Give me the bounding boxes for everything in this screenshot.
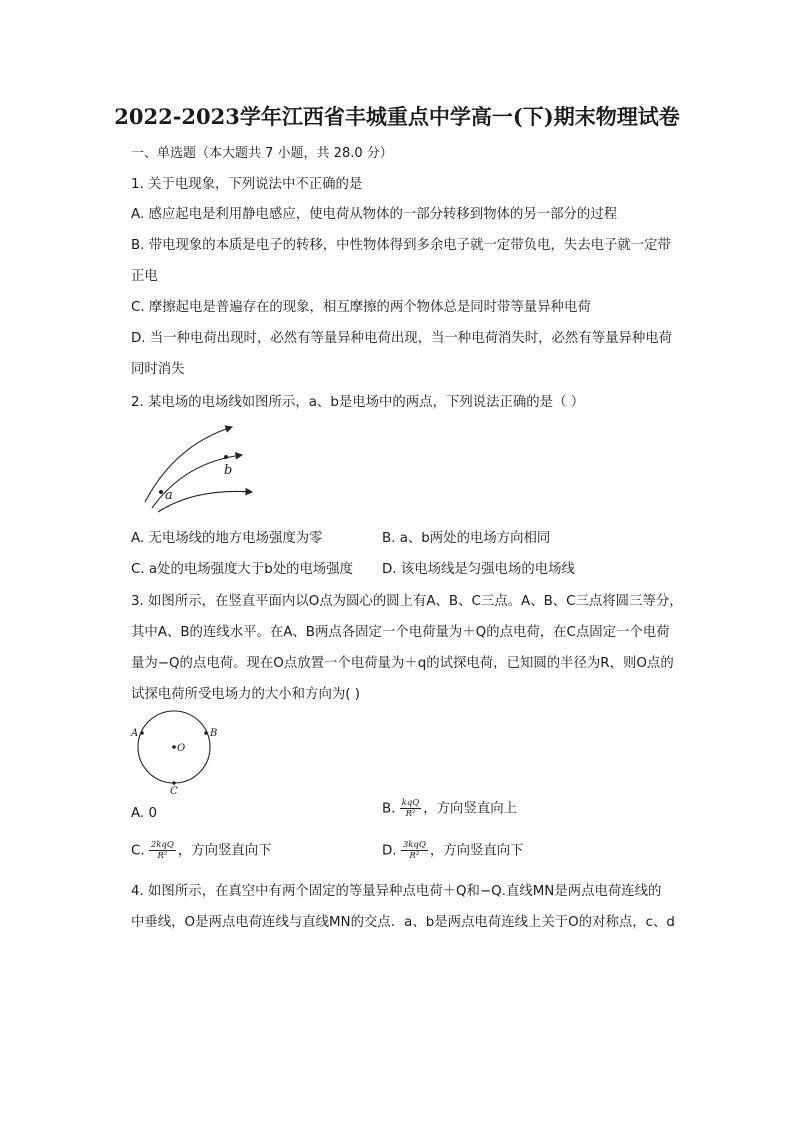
point-O	[172, 745, 176, 749]
q3-option-d: D. $\frac{\text{3kqQ}}{\text{R²}}$ ，方向竖直向下	[382, 840, 524, 861]
fraction-b: $\frac{\text{kqQ}}{\text{R²}}$	[401, 798, 420, 819]
point-b	[224, 455, 228, 459]
q4-line2: 中垂线，O是两点电荷连线与直线MN的交点．a、b是两点电荷连线上关于O的对称点，c、d	[131, 915, 675, 930]
label-O: O	[177, 743, 186, 754]
fraction-c: $\frac{\text{2kqQ}}{\text{R²}}$	[150, 840, 174, 861]
page-title: 2022-2023学年江西省丰城重点中学高一(下)期末物理试卷	[114, 104, 680, 129]
q3-option-c: C. $\frac{\text{2kqQ}}{\text{R²}}$ ，方向竖直向下	[131, 840, 272, 861]
q1-option-d-line2: 同时消失	[131, 362, 185, 377]
q3-option-b: B. $\frac{\text{kqQ}}{\text{R²}}$ ，方向竖直向上	[382, 798, 518, 819]
q3-line2: 其中A、B的连线水平。在A、B两点各固定一个电荷量为＋Q的点电荷，在C点固定一个电荷	[131, 625, 670, 640]
label-A: A	[131, 728, 139, 739]
q1-option-b-line2: 正电	[131, 269, 158, 284]
section-heading: 一、单选题（本大题共 7 小题，共 28.0 分）	[131, 146, 393, 161]
point-B	[204, 731, 208, 735]
q2-option-d: D. 该电场线是匀强电场的电场线	[382, 562, 575, 577]
q1-option-d-line1: D. 当一种电荷出现时，必然有等量异种电荷出现，当一种电荷消失时，必然有等量异种电荷	[131, 331, 673, 346]
q1-option-a: A. 感应起电是利用静电感应，使电荷从物体的一部分转移到物体的另一部分的过程	[131, 207, 618, 222]
q3-option-a: A. 0	[131, 806, 157, 821]
label-B: B	[210, 728, 218, 739]
q2-option-b: B. a、b两处的电场方向相同	[382, 531, 551, 546]
q2-stem: 2. 某电场的电场线如图所示，a、b是电场中的两点，下列说法正确的是（ ）	[131, 395, 585, 410]
q2-option-a: A. 无电场线的地方电场强度为零	[131, 531, 323, 546]
q3-circle-figure	[126, 706, 226, 798]
point-A	[140, 731, 144, 735]
label-a: a	[165, 488, 173, 503]
q3-line1: 3. 如图所示，在竖直平面内以O点为圆心的圆上有A、B、C三点。A、B、C三点将圆三等分，	[131, 594, 683, 609]
label-b: b	[224, 463, 233, 478]
q1-option-c: C. 摩擦起电是普遍存在的现象，相互摩擦的两个物体总是同时带等量异种电荷	[131, 300, 591, 315]
q1-option-b-line1: B. 带电现象的本质是电子的转移，中性物体得到多余电子就一定带负电，失去电子就一定带	[131, 238, 671, 253]
q2-field-lines-figure	[140, 420, 270, 515]
label-C: C	[170, 786, 178, 797]
q2-option-c: C. a处的电场强度大于b处的电场强度	[131, 562, 354, 577]
q3-line3: 量为−Q的点电荷。现在O点放置一个电荷量为＋q的试探电荷，已知圆的半径为R，则O点的	[131, 656, 674, 671]
point-C	[172, 781, 176, 785]
point-a	[159, 490, 163, 494]
q1-stem: 1. 关于电现象，下列说法中不正确的是	[131, 177, 363, 192]
q4-line1: 4. 如图所示，在真空中有两个固定的等量异种点电荷＋Q和−Q.直线MN是两点电荷连线的	[131, 884, 662, 899]
field-line-upper	[145, 427, 232, 502]
fraction-d: $\frac{\text{3kqQ}}{\text{R²}}$	[402, 840, 426, 861]
q3-line4: 试探电荷所受电场力的大小和方向为( )	[131, 687, 360, 702]
